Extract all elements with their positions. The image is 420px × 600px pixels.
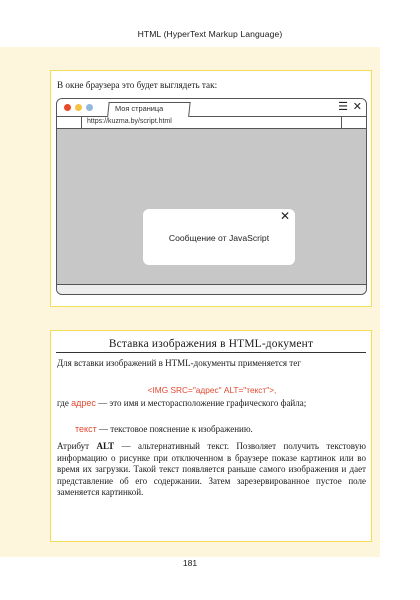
address-bar-divider (81, 117, 82, 129)
browser-address-bar (57, 117, 366, 129)
alt-description: — альтернативный текст. Позволяет получить текстовую информацию о рисунке при отключенном в браузере показе картинок или во время их загрузки. Такой текст появляется раньше самого изображения и дает представление об его содержании. Затем зарезервированное пустое поле заменяется картинкой. (57, 441, 366, 498)
close-icon: ✕ (352, 101, 362, 113)
paragraph-intro: Для вставки изображений в HTML-документы применяется тег (57, 358, 301, 368)
where-prefix: где (57, 398, 72, 408)
browser-titlebar (57, 99, 366, 117)
example-box (50, 70, 372, 307)
term-text-desc: — текстовое пояснение к изображению. (96, 424, 253, 434)
browser-window-illustration (56, 98, 367, 295)
title-underline (56, 352, 366, 353)
definition-text (57, 424, 366, 436)
alt-attribute: ALT (96, 441, 115, 451)
menu-icon: ☰ (338, 101, 348, 113)
definition-address (57, 398, 366, 410)
page-number: 181 (182, 558, 198, 568)
browser-url: https://kuzma.by/script.html (87, 118, 172, 125)
minimize-dot-icon (75, 104, 82, 111)
term-text: текст (75, 424, 97, 434)
browser-tab-title: Моя страница (115, 104, 164, 113)
term-address-desc: — это имя и месторасположение графического файла; (95, 398, 307, 408)
address-bar-divider (341, 117, 342, 129)
paragraph-alt (57, 441, 366, 499)
alert-close-icon: ✕ (279, 209, 290, 223)
section-title: Вставка изображения в HTML-документ (108, 338, 314, 350)
close-dot-icon (64, 104, 71, 111)
img-tag-code: <IMG SRC="адрес" ALT="текст">, (147, 385, 277, 395)
section-box (50, 330, 372, 542)
term-address: адрес (71, 398, 96, 408)
maximize-dot-icon (86, 104, 93, 111)
page-header (0, 0, 420, 47)
javascript-alert-dialog (143, 209, 295, 265)
example-intro: В окне браузера это будет выглядеть так: (57, 80, 218, 90)
alt-prefix: Атрибут (57, 441, 97, 451)
running-title: HTML (HyperText Markup Language) (137, 29, 283, 39)
alert-message: Сообщение от JavaScript (168, 233, 270, 243)
browser-status-bar (57, 284, 366, 294)
